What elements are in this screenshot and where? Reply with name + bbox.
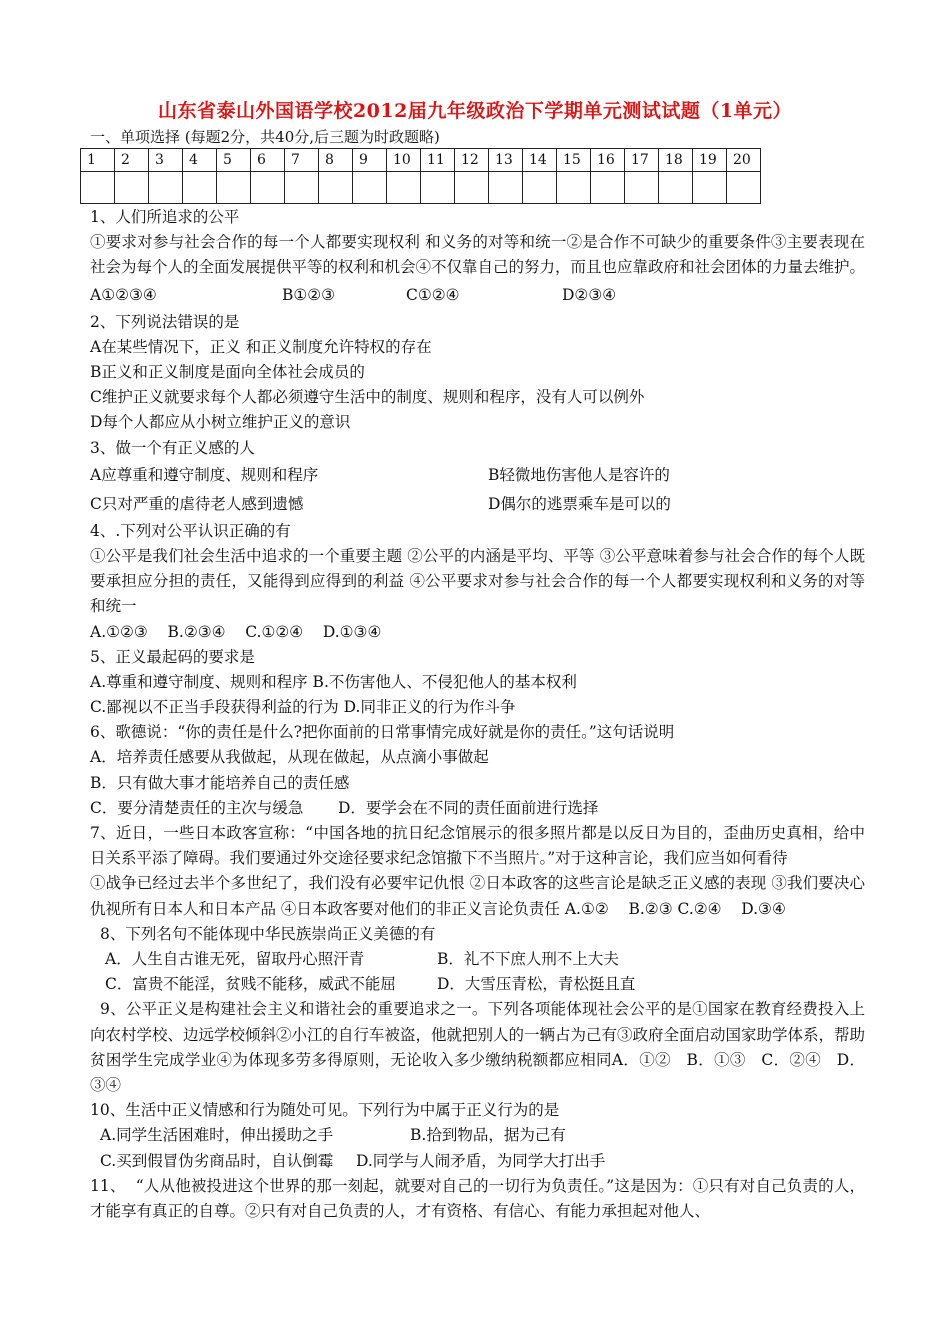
option-b: B①②③ [282,285,336,304]
answer-blank-cell[interactable] [489,172,523,204]
option-d: D．要学会在不同的责任面前进行选择 [338,798,599,817]
answer-blank-cell[interactable] [217,172,251,204]
option-a: A.同学生活困难时，伸出援助之手 [100,1126,334,1145]
answer-number-cell: 2 [115,149,149,172]
answer-blank-cell[interactable] [557,172,591,204]
answer-blank-cell[interactable] [81,172,115,204]
answer-number-cell: 11 [421,149,455,172]
question-11-body: 11、 “人从他被投进这个世界的那一刻起，就要对自己的一切行为负责任。”这是因为：①只有对自己负责的人，才能享有真正的自尊。②只有对自己负责的人，才有资格、有信心、有能力承担起对他人、 [90,1176,865,1220]
question-5-stem: 5、正义最起码的要求是 [90,647,255,666]
question-8-stem: 8、下列名句不能体现中华民族崇尚正义美德的有 [100,924,436,943]
question-3-options-cd [90,490,865,519]
question-4-body: ①公平是我们社会生活中追求的一个重要主题 ②公平的内涵是平均、平等 ③公平意味着参与社会合作的每个人既要承担应分担的责任，又能得到应得到的利益 ④公平要求对参与社会合作的每一个人都要实现权利和义务的对等和统一 [90,546,865,616]
answer-blank-cell[interactable] [523,172,557,204]
section-header: 一、单项选择 (每题2分，共40分,后三题为时政题略) [90,128,440,146]
question-2-option-b: B正义和正义制度是面向全体社会成员的 [90,362,365,381]
answer-number-cell: 16 [591,149,625,172]
answer-number-cell: 10 [387,149,421,172]
answer-blank-cell[interactable] [251,172,285,204]
answer-number-cell: 1 [81,149,115,172]
answer-number-cell: 20 [727,149,761,172]
option-a: A应尊重和遵守制度、规则和程序 [90,465,319,484]
question-4-options: A.①②③ B.②③④ C.①②④ D.①③④ [90,622,382,641]
question-8-options-ab [90,947,865,972]
question-list [90,205,865,1224]
option-a: A．人生自古谁无死，留取丹心照汗青 [105,950,365,969]
answer-number-cell: 12 [455,149,489,172]
answer-blank-cell[interactable] [149,172,183,204]
option-a: A①②③④ [90,285,157,304]
answer-number-cell: 7 [285,149,319,172]
question-5-options-ab: A.尊重和遵守制度、规则和程序 B.不伤害他人、不侵犯他人的基本权利 [90,672,577,691]
question-3-options-ab [90,461,865,490]
question-1-body: ①要求对参与社会合作的每一个人都要实现权利 和义务的对等和统一②是合作不可缺少的重要条件③主要表现在社会为每个人的全面发展提供平等的权利和机会④不仅靠自己的努力，而且也应靠政府和社会团体的力量去维护。 [90,233,866,277]
document-title: 山东省泰山外国语学校2012届九年级政治下学期单元测试试题（1单元） [157,100,793,122]
answer-number-cell: 17 [625,149,659,172]
answer-blank-cell[interactable] [693,172,727,204]
answer-number-cell: 18 [659,149,693,172]
question-10-options-cd [90,1149,865,1174]
answer-number-cell: 6 [251,149,285,172]
question-5-options-cd: C.鄙视以不正当手段获得利益的行为 D.同非正义的行为作斗争 [90,698,516,717]
option-b: B．礼不下庶人刑不上大夫 [437,950,619,969]
answer-blank-cell[interactable] [387,172,421,204]
answer-blank-cell[interactable] [115,172,149,204]
option-d: D．大雪压青松，青松挺且直 [437,975,636,994]
question-6-option-b: B．只有做大事才能培养自己的责任感 [90,773,350,792]
answer-number-cell: 13 [489,149,523,172]
option-c: C．要分清楚责任的主次与缓急 [90,798,304,817]
question-2-stem: 2、下列说法错误的是 [90,312,240,331]
answer-number-cell: 15 [557,149,591,172]
question-10-options-ab [90,1123,865,1148]
question-6-options-cd [90,796,865,821]
answer-blank-cell[interactable] [659,172,693,204]
answer-number-cell: 3 [149,149,183,172]
question-4-stem: 4、.下列对公平认识正确的有 [90,521,291,540]
answer-blank-cell[interactable] [625,172,659,204]
answer-number-cell: 14 [523,149,557,172]
answer-blank-cell[interactable] [591,172,625,204]
question-6-stem: 6、歌德说：“你的责任是什么?把你面前的日常事情完成好就是你的责任。”这句话说明 [90,723,675,742]
option-b: B.拾到物品，据为己有 [410,1126,566,1145]
answer-blank-cell[interactable] [319,172,353,204]
question-7-body: ①战争已经过去半个多世纪了，我们没有必要牢记仇恨 ②日本政客的这些言论是缺乏正义感的表现 ③我们要决心仇视所有日本人和日本产品 ④日本政客要对他们的非正义言论负责任 A.①② B.②③ C.②④ D.③④ [90,874,865,918]
question-2-option-c: C维护正义就要求每个人都必须遵守生活中的制度、规则和程序，没有人可以例外 [90,388,645,407]
option-b: B轻微地伤害他人是容许的 [488,465,670,484]
answer-number-cell: 9 [353,149,387,172]
question-8-options-cd [90,972,865,997]
question-6-option-a: A．培养责任感要从我做起，从现在做起，从点滴小事做起 [90,748,489,767]
answer-number-cell: 8 [319,149,353,172]
question-9-body: 9、公平正义是构建社会主义和谐社会的重要追求之一。下列各项能体现社会公平的是①国家在教育经费投入上向农村学校、边远学校倾斜②小江的自行车被盗，他就把别人的一辆占为己有③政府全面启动国家助学体系，帮助贫困学生完成学业④为体现多劳多得原则，无论收入多少缴纳税额都应相同A．①② B．①③ C．②④ D．③④ [90,1000,866,1094]
answer-blank-cell[interactable] [421,172,455,204]
option-d: D.同学与人闹矛盾，为同学大打出手 [356,1151,606,1170]
answer-blank-cell[interactable] [353,172,387,204]
answer-blank-cell[interactable] [455,172,489,204]
option-c: C.买到假冒伪劣商品时，自认倒霉 [100,1151,334,1170]
option-c: C．富贵不能淫，贫贱不能移，威武不能屈 [105,975,396,994]
option-c: C只对严重的虐待老人感到遗憾 [90,494,304,513]
answer-number-cell: 5 [217,149,251,172]
answer-blank-cell[interactable] [183,172,217,204]
question-1-stem: 1、人们所追求的公平 [90,208,240,226]
answer-number-row [81,149,761,172]
answer-table [80,148,761,204]
question-1-options [90,281,865,310]
answer-blank-cell[interactable] [727,172,761,204]
question-3-stem: 3、做一个有正义感的人 [90,438,255,457]
option-c: C①②④ [406,285,460,304]
question-2-option-d: D每个人都应从小树立维护正义的意识 [90,413,351,432]
answer-number-cell: 4 [183,149,217,172]
question-7-stem: 7、近日，一些日本政客宣称：“中国各地的抗日纪念馆展示的很多照片都是以反日为目的，歪曲历史真相，给中日关系平添了障碍。我们要通过外交途径要求纪念馆撤下不当照片。”对于这种言论，我们应当如何看待 [90,824,865,868]
answer-blank-row [81,172,761,204]
question-2-option-a: A在某些情况下，正义 和正义制度允许特权的存在 [90,337,432,356]
answer-blank-cell[interactable] [285,172,319,204]
question-10-stem: 10、生活中正义情感和行为随处可见。下列行为中属于正义行为的是 [90,1101,560,1120]
option-d: D偶尔的逃票乘车是可以的 [488,494,671,513]
answer-number-cell: 19 [693,149,727,172]
option-d: D②③④ [562,285,617,304]
